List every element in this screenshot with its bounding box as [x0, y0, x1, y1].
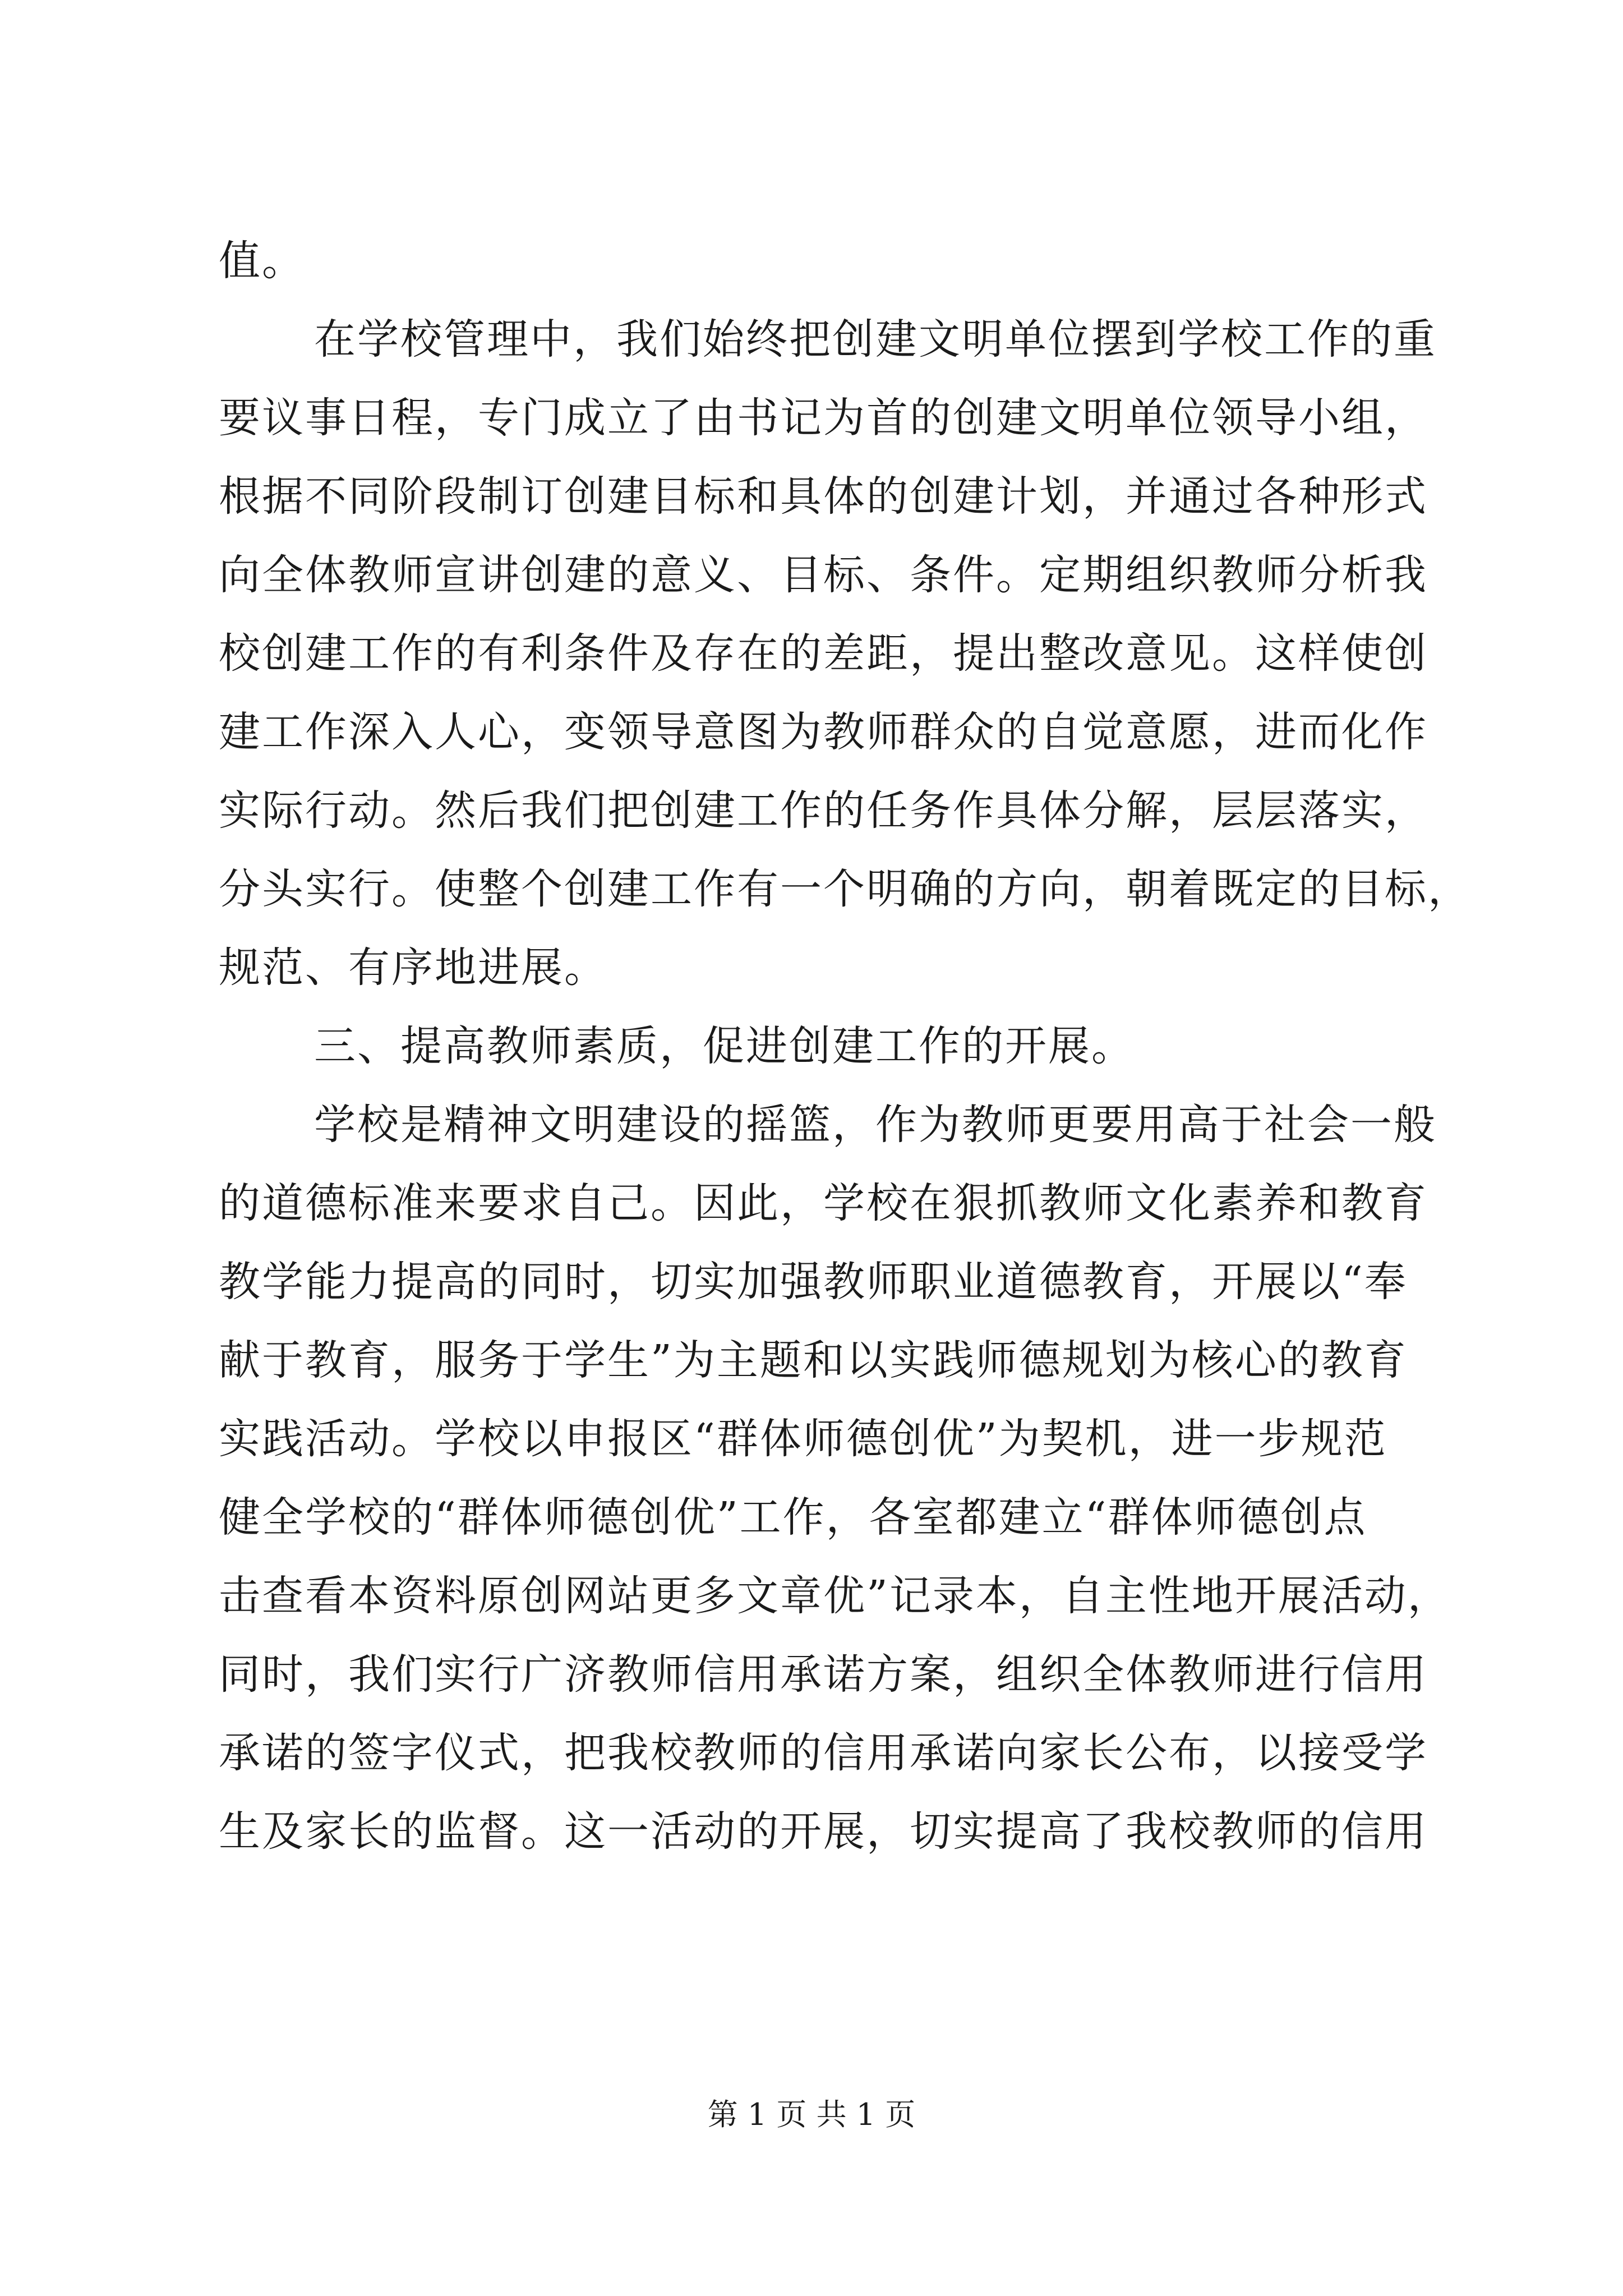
- text-line: 生及家长的监督。这一活动的开展，切实提高了我校教师的信用: [219, 1807, 1428, 1856]
- text-line: 实践活动。学校以申报区“群体师德创优”为契机，进一步规范: [219, 1415, 1387, 1463]
- page-number-footer: 第 1 页 共 1 页: [707, 2097, 916, 2132]
- text-line: 值。: [219, 237, 305, 285]
- text-line: 规范、有序地进展。: [219, 944, 607, 992]
- text-line: 分头实行。使整个创建工作有一个明确的方向，朝着既定的目标，: [219, 865, 1471, 913]
- paragraph-start-line: 在学校管理中，我们始终把创建文明单位摆到学校工作的重: [314, 315, 1437, 364]
- section-heading: 三、提高教师素质，促进创建工作的开展。: [314, 1022, 1135, 1070]
- text-line: 校创建工作的有利条件及存在的差距，提出整改意见。这样使创: [219, 629, 1428, 678]
- text-line: 向全体教师宣讲创建的意义、目标、条件。定期组织教师分析我: [219, 551, 1428, 599]
- text-line: 献于教育，服务于学生”为主题和以实践师德规划为核心的教育: [219, 1336, 1408, 1384]
- text-line: 承诺的签字仪式，把我校教师的信用承诺向家长公布，以接受学: [219, 1729, 1428, 1777]
- text-line: 教学能力提高的同时，切实加强教师职业道德教育，开展以“奉: [219, 1258, 1408, 1306]
- paragraph-start-line: 学校是精神文明建设的摇篮，作为教师更要用高于社会一般: [314, 1101, 1437, 1149]
- text-line: 实际行动。然后我们把创建工作的任务作具体分解，层层落实，: [219, 786, 1428, 835]
- text-line: 同时，我们实行广济教师信用承诺方案，组织全体教师进行信用: [219, 1650, 1428, 1699]
- document-body: [219, 222, 1471, 1871]
- text-line: 的道德标准来要求自己。因此，学校在狠抓教师文化素养和教育: [219, 1179, 1428, 1227]
- text-line: 击查看本资料原创网站更多文章优”记录本，自主性地开展活动，: [219, 1572, 1451, 1620]
- text-line: 根据不同阶段制订创建目标和具体的创建计划，并通过各种形式: [219, 472, 1428, 521]
- text-line: 健全学校的“群体师德创优”工作，各室都建立“群体师德创点: [219, 1493, 1367, 1542]
- text-line: 要议事日程，专门成立了由书记为首的创建文明单位领导小组，: [219, 394, 1428, 442]
- text-line: 建工作深入人心，变领导意图为教师群众的自觉意愿，进而化作: [219, 708, 1428, 756]
